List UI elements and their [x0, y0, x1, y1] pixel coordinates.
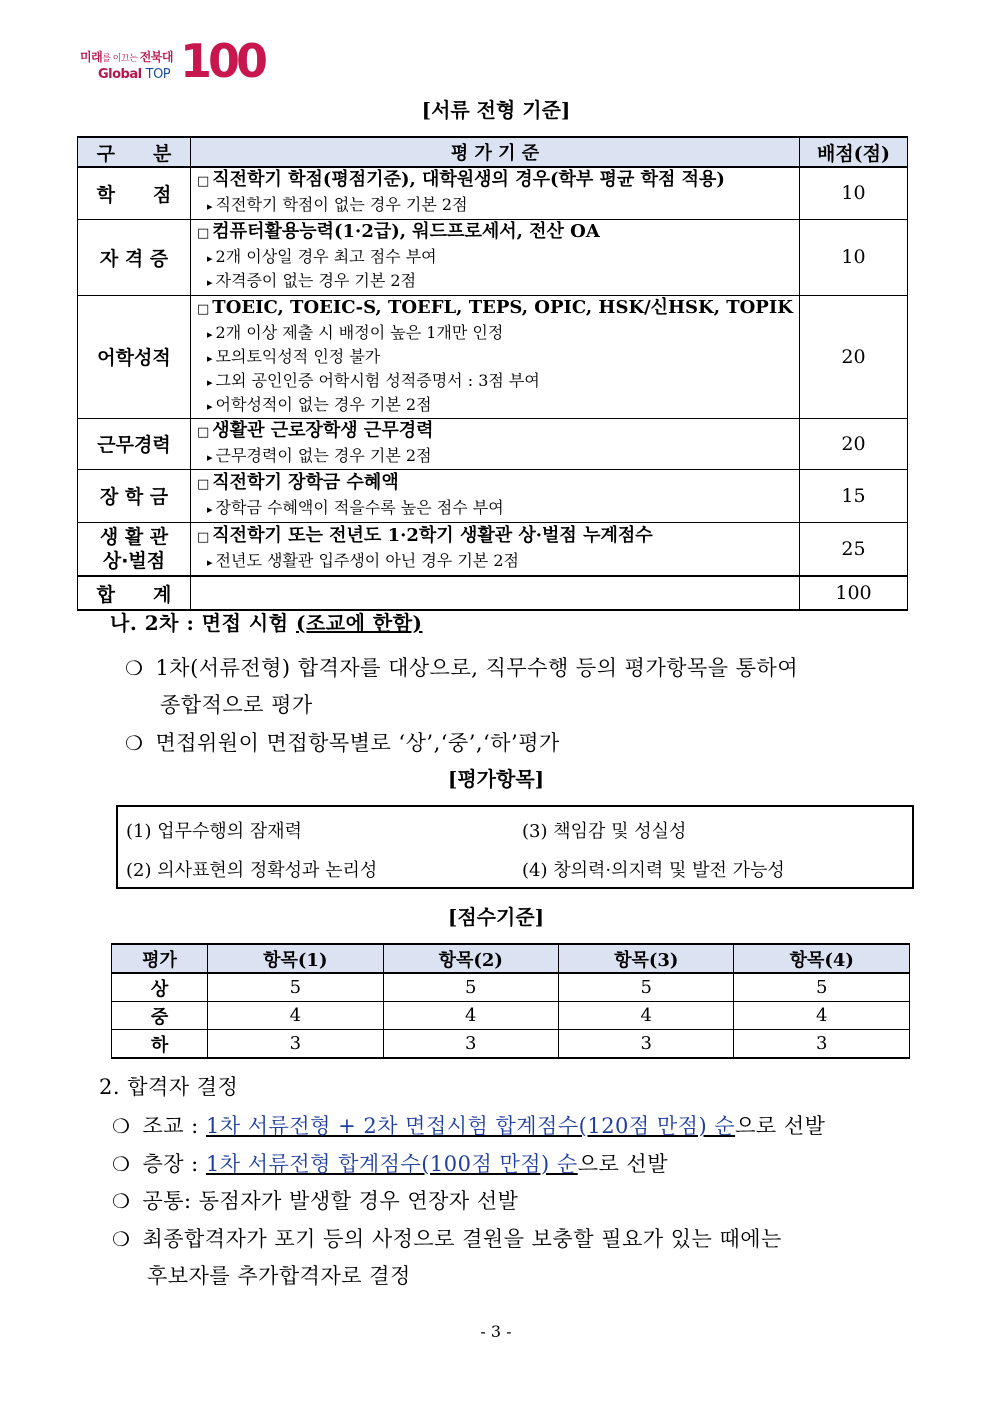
row-category: 근무경력 [78, 418, 191, 469]
triangle-bullet-icon: ▸ [207, 351, 213, 365]
circle-bullet-icon: ❍ [112, 1189, 131, 1213]
eval-items-box [116, 805, 914, 889]
circle-bullet-icon: ❍ [125, 656, 144, 680]
grade-cell: 상 [112, 973, 208, 1002]
score-cell: 4 [383, 1002, 558, 1030]
row-category: 어학성적 [78, 295, 191, 418]
circle-bullet-icon: ❍ [112, 1152, 131, 1176]
logo-tagline: 미래를 이끄는 전북대 [80, 50, 173, 64]
score-criteria-title: [점수기준] [447, 905, 545, 929]
square-bullet-icon: □ [197, 226, 210, 241]
row-category: 생 활 관 상·벌점 [78, 522, 191, 576]
square-bullet-icon: □ [197, 174, 210, 190]
table-row [78, 167, 908, 219]
bullet-item: ❍ 면접위원이 면접항목별로 ‘상’,‘중’,‘하’평가 [125, 731, 560, 755]
triangle-bullet-icon: ▸ [207, 252, 213, 265]
square-bullet-icon: □ [197, 476, 210, 492]
triangle-bullet-icon: ▸ [207, 200, 213, 214]
row-criteria: □ 직전학기 학점(평점기준), 대학원생의 경우(학부 평균 학점 적용) ▸ 직전학기 학점이 없는 경우 기본 2점 [191, 167, 800, 219]
score-cell: 5 [383, 973, 558, 1002]
table-row [112, 973, 910, 1002]
row-criteria: □ 직전학기 또는 전년도 1·2학기 생활관 상·벌점 누계점수 ▸ 전년도 생활관 입주생이 아닌 경우 기본 2점 [191, 522, 800, 576]
logo-100: 100 [180, 34, 265, 88]
document-title: [서류 전형 기준] [421, 98, 571, 122]
eval-item: (4) 창의력·의지력 및 발전 가능성 [522, 860, 785, 881]
score-cell: 4 [559, 1002, 734, 1030]
row-criteria: □ TOEIC, TOEIC-S, TOEFL, TEPS, OPIC, HSK/신HSK, TOPIK ▸ 2개 이상 제출 시 배정이 높은 1개만 인정 ▸ 모의토익성적 인정 불가 ▸ 그외 공인인증 어학시험 성적증명서 : 3점 부여 ▸ 어학성적이 없는 경우 기본 2점 [191, 295, 800, 418]
table-row [78, 469, 908, 522]
square-bullet-icon: □ [197, 529, 210, 545]
triangle-bullet-icon: ▸ [207, 450, 213, 464]
score-cell: 4 [734, 1002, 910, 1030]
row-category: 장 학 금 [78, 469, 191, 522]
triangle-bullet-icon: ▸ [207, 555, 213, 569]
score-cell: 5 [559, 973, 734, 1002]
table-header-row [78, 137, 908, 167]
score-cell: 3 [383, 1030, 558, 1059]
row-category: 자 격 증 [78, 219, 191, 295]
table-row [78, 219, 908, 295]
grade-cell: 중 [112, 1002, 208, 1030]
university-logo [76, 34, 265, 88]
eval-items-title: [평가항목] [447, 767, 545, 791]
table-row [112, 1030, 910, 1059]
bullet-item: ❍ 최종합격자가 포기 등의 사정으로 결원을 보충할 필요가 있는 때에는 [112, 1227, 782, 1251]
table-row [112, 1002, 910, 1030]
square-bullet-icon: □ [197, 424, 210, 440]
circle-bullet-icon: ❍ [125, 731, 144, 755]
score-table [111, 943, 910, 1059]
section-heading-interview: 나. 2차 : 면접 시험 (조교에 한함) [110, 611, 423, 635]
score-cell: 3 [559, 1030, 734, 1059]
table-row [78, 522, 908, 576]
row-criteria: □ 직전학기 장학금 수혜액 ▸ 장학금 수혜액이 적을수록 높은 점수 부여 [191, 469, 800, 522]
score-cell: 4 [208, 1002, 383, 1030]
score-cell: 3 [734, 1030, 910, 1059]
score-cell: 5 [734, 973, 910, 1002]
page-number: - 3 - [480, 1322, 512, 1341]
table-row [78, 295, 908, 418]
bullet-item-continuation: 후보자를 추가합격자로 결정 [147, 1264, 411, 1288]
score-cell: 5 [208, 973, 383, 1002]
triangle-bullet-icon: ▸ [207, 399, 213, 413]
header-grade: 평가 [112, 944, 208, 973]
bullet-item: ❍ 공통: 동점자가 발생할 경우 연장자 선발 [112, 1189, 519, 1213]
row-criteria: □ 생활관 근로장학생 근무경력 ▸ 근무경력이 없는 경우 기본 2점 [191, 418, 800, 469]
table-total-row [78, 576, 908, 610]
circle-bullet-icon: ❍ [112, 1114, 131, 1138]
header-item: 항목(3) [559, 944, 734, 973]
header-item: 항목(2) [383, 944, 558, 973]
document-criteria-table [77, 136, 908, 611]
section-heading-decision: 2. 합격자 결정 [99, 1075, 239, 1099]
total-label: 합 계 [78, 576, 191, 610]
row-score: 20 [800, 418, 908, 469]
bullet-item: ❍ 조교 : 1차 서류전형 + 2차 면접시험 합계점수(120점 만점) 순으로 선발 [112, 1114, 826, 1138]
eval-item: (3) 책임감 및 성실성 [522, 821, 687, 842]
triangle-bullet-icon: ▸ [207, 375, 213, 389]
triangle-bullet-icon: ▸ [207, 327, 213, 341]
total-score: 100 [800, 576, 908, 610]
total-empty [191, 576, 800, 610]
table-row [78, 418, 908, 469]
triangle-bullet-icon: ▸ [207, 502, 213, 516]
row-criteria: □ 컴퓨터활용능력(1·2급), 워드프로세서, 전산 OA ▸ 2개 이상일 경우 최고 점수 부여 ▸ 자격증이 없는 경우 기본 2점 [191, 219, 800, 295]
row-score: 10 [800, 219, 908, 295]
eval-item: (1) 업무수행의 잠재력 [126, 821, 303, 842]
row-score: 15 [800, 469, 908, 522]
bullet-item-continuation: 종합적으로 평가 [160, 693, 313, 717]
triangle-bullet-icon: ▸ [207, 276, 213, 289]
header-criteria: 평 가 기 준 [191, 137, 800, 167]
square-bullet-icon: □ [197, 301, 210, 317]
circle-bullet-icon: ❍ [112, 1227, 131, 1251]
row-score: 10 [800, 167, 908, 219]
row-score: 25 [800, 522, 908, 576]
row-score: 20 [800, 295, 908, 418]
logo-global-top: Global TOP [98, 67, 171, 82]
header-category: 구 분 [78, 137, 191, 167]
bullet-item: ❍ 층장 : 1차 서류전형 합계점수(100점 만점) 순으로 선발 [112, 1152, 669, 1176]
header-score: 배점(점) [800, 137, 908, 167]
row-category: 학 점 [78, 167, 191, 219]
grade-cell: 하 [112, 1030, 208, 1059]
header-item: 항목(1) [208, 944, 383, 973]
table-header-row [112, 944, 910, 973]
score-cell: 3 [208, 1030, 383, 1059]
header-item: 항목(4) [734, 944, 910, 973]
bullet-item: ❍ 1차(서류전형) 합격자를 대상으로, 직무수행 등의 평가항목을 통하여 [125, 656, 799, 680]
eval-item: (2) 의사표현의 정확성과 논리성 [126, 860, 378, 881]
